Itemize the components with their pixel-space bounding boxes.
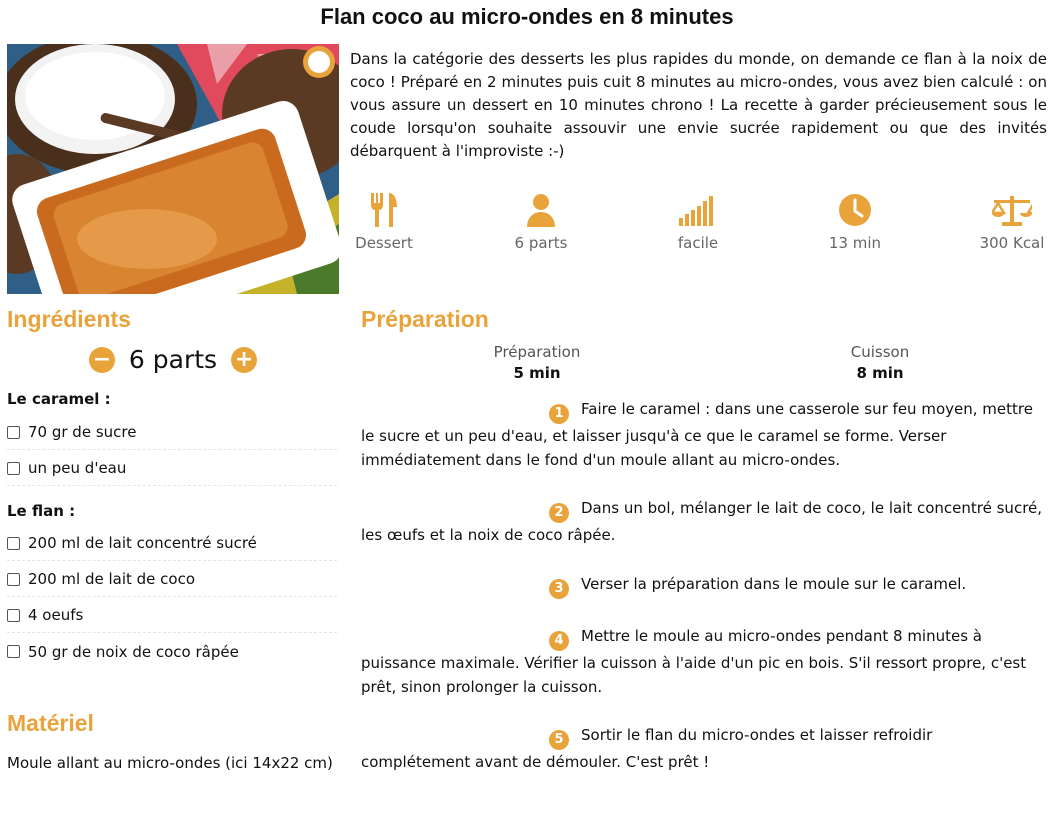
checkbox[interactable] [7,426,20,439]
stat-calories [952,190,1054,252]
checkbox[interactable] [7,609,20,622]
servings-control [7,345,339,374]
ingredient-label: 70 gr de sucre [28,423,137,441]
checkbox[interactable] [7,462,20,475]
recipe-photo [7,44,339,294]
ingredient-item[interactable] [7,451,337,486]
ingredient-item[interactable] [7,562,337,597]
scale-icon [952,190,1054,230]
ingredient-item[interactable] [7,415,337,450]
step-text: Verser la préparation dans le moule sur le caramel. [581,575,967,593]
stat-label: 13 min [828,234,882,252]
signal-bars-icon [638,190,758,230]
step-number: 3 [549,579,569,599]
ingredient-label: 200 ml de lait concentré sucré [28,534,257,552]
ingredient-item[interactable] [7,598,337,633]
recipe-title: Flan coco au micro-ondes en 8 minutes [320,4,734,29]
prep-time-label: Préparation [493,343,581,361]
increase-servings-button[interactable] [231,347,257,373]
step-text: Mettre le moule au micro-ondes pendant 8 minutes à puissance maximale. Vérifier la cuisson à l'aide d'un pic en bois. S'il ressort propre, c'est prêt, sinon prolonger la cuisson. [361,627,1027,696]
step-number: 1 [549,404,569,424]
person-icon [481,190,601,230]
preparation-step [361,624,1045,699]
ingredient-label: 50 gr de noix de coco râpée [28,642,239,661]
step-text: Sortir le flan du micro-ondes et laisser refroidir complétement avant de démouler. C'est prêt ! [361,726,933,771]
ingredient-label: 200 ml de lait de coco [28,570,196,588]
ingredients-heading: Ingrédients [7,306,131,332]
stat-servings [481,190,601,252]
step-text: Dans un bol, mélanger le lait de coco, le lait concentré sucré, les œufs et la noix de coco râpée. [361,499,1043,544]
preparation-step [361,572,1045,599]
ingredient-label: 4 oeufs [28,606,84,624]
preparation-step [361,723,1045,774]
stat-label: facile [677,234,719,252]
plus-icon: + [234,346,254,372]
decrease-servings-button[interactable] [89,347,115,373]
ingredient-group-title: Le flan : [7,502,76,520]
utensils-icon [324,190,444,230]
stat-label: 300 Kcal [979,234,1045,252]
step-number: 5 [549,730,569,750]
preparation-heading: Préparation [361,306,489,332]
stat-difficulty [638,190,758,252]
preparation-step [361,397,1045,472]
checkbox[interactable] [7,573,20,586]
stat-category [324,190,444,252]
ingredient-group-title: Le caramel : [7,390,111,408]
prep-time [437,343,637,382]
cook-time-value: 8 min [856,364,904,382]
checkbox[interactable] [7,537,20,550]
servings-label: 6 parts [128,345,218,374]
step-number: 4 [549,631,569,651]
cook-time [780,343,980,382]
stat-label: 6 parts [514,234,568,252]
step-text: Faire le caramel : dans une casserole sur feu moyen, mettre le sucre et un peu d'eau, et laisser jusqu'à ce que le caramel se forme. Verser immédiatement dans le fond d'un moule allant au micro-ondes. [361,400,1033,469]
ingredient-label: un peu d'eau [28,459,127,477]
minus-icon: − [92,346,112,372]
materiel-heading: Matériel [7,710,94,736]
ingredient-item[interactable] [7,634,337,669]
ingredient-item[interactable] [7,526,337,561]
cook-time-label: Cuisson [850,343,910,361]
stat-label: Dessert [355,234,413,252]
materiel-text: Moule allant au micro-ondes (ici 14x22 cm) [7,754,333,772]
checkbox[interactable] [7,645,20,658]
preparation-step [361,496,1045,547]
stat-time [795,190,915,252]
recipe-intro: Dans la catégorie des desserts les plus rapides du monde, on demande ce flan à la noix de coco ! Préparé en 2 minutes puis cuit 8 minutes au micro-ondes, vous avez bien calculé : on vous assure un dessert en 10 minutes chrono ! La recette à garder précieusement sous le coude lorsqu'on souhaite assouvir une envie sucrée rapidement ou que des invités débarquent à l'improviste :-) [350,50,1047,160]
step-number: 2 [549,503,569,523]
prep-time-value: 5 min [513,364,561,382]
clock-icon [795,190,915,230]
